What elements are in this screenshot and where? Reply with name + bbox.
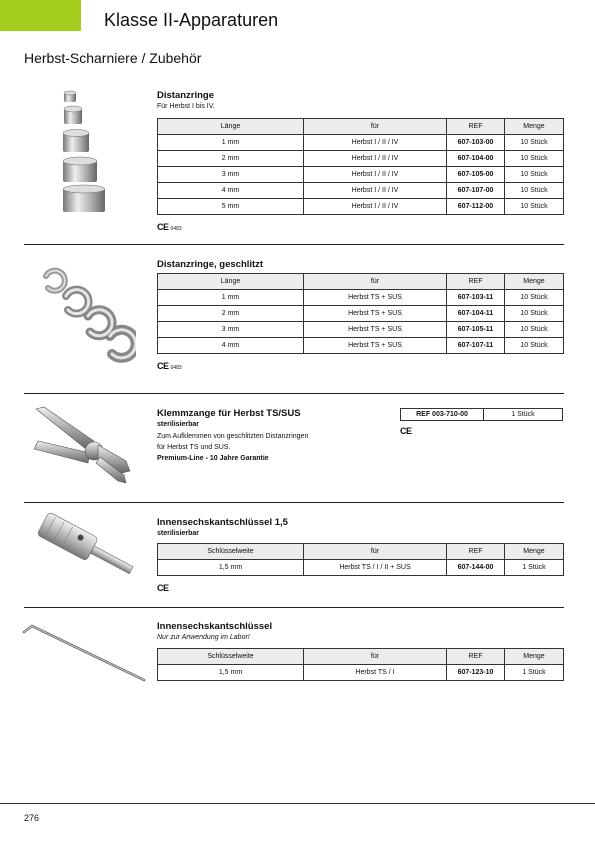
- ref-cell: 607-112-00: [447, 199, 505, 215]
- cell: Herbst TS + SUS: [304, 306, 447, 322]
- product-subtitle: Nur zur Anwendung im Labor!: [157, 634, 250, 641]
- table-row: [158, 151, 564, 167]
- spec-table: [157, 273, 564, 354]
- col-header: für: [304, 649, 447, 665]
- hex-key-image: [20, 618, 148, 684]
- ce-mark: CE 0483: [157, 222, 182, 232]
- cell: 10 Stück: [505, 322, 564, 338]
- col-header: REF: [447, 119, 505, 135]
- cell: Herbst I / II / IV: [304, 167, 447, 183]
- cell: Herbst I / II / IV: [304, 183, 447, 199]
- cell: 10 Stück: [505, 135, 564, 151]
- ce-number: 0483: [170, 226, 182, 232]
- table-row: [158, 167, 564, 183]
- cell: Herbst TS + SUS: [304, 322, 447, 338]
- cell: 2 mm: [158, 151, 304, 167]
- cell: 1 Stück: [505, 560, 564, 576]
- cell: 10 Stück: [505, 183, 564, 199]
- description-line: für Herbst TS und SUS.: [157, 444, 231, 451]
- page-number: 276: [24, 813, 40, 823]
- ref-cell: 607-107-11: [447, 338, 505, 354]
- cell: 1 mm: [158, 135, 304, 151]
- section-divider: [24, 393, 564, 394]
- col-header: Schlüsselweite: [158, 544, 304, 560]
- section-divider: [24, 607, 564, 608]
- cell: 10 Stück: [505, 306, 564, 322]
- ce-mark: CE: [400, 426, 412, 436]
- chapter-tab: [0, 0, 81, 31]
- ref-cell: 607-123-10: [447, 665, 505, 681]
- col-header: Menge: [505, 119, 564, 135]
- ref-cell: 607-107-00: [447, 183, 505, 199]
- ref-cell: 607-103-00: [447, 135, 505, 151]
- ref-cell: 607-104-00: [447, 151, 505, 167]
- cell: 1 Stück: [505, 665, 564, 681]
- product-title: Klemmzange für Herbst TS/SUS: [157, 408, 301, 419]
- ref-table: [400, 408, 563, 421]
- cell: Herbst TS / I / II + SUS: [304, 560, 447, 576]
- product-title: Distanzringe, geschlitzt: [157, 259, 264, 270]
- table-row: [158, 560, 564, 576]
- ce-number: 0483: [170, 365, 182, 371]
- hex-screwdriver-image: [36, 512, 144, 586]
- page-title: Klasse II-Apparaturen: [104, 10, 279, 30]
- col-header: für: [304, 119, 447, 135]
- ref-cell: 607-104-11: [447, 306, 505, 322]
- col-header: Menge: [505, 274, 564, 290]
- section-divider: [24, 502, 564, 503]
- col-header: Länge: [158, 119, 304, 135]
- product-description: [157, 431, 308, 464]
- pliers-image: [34, 405, 138, 487]
- ce-mark: CE: [157, 583, 169, 593]
- cell: 10 Stück: [505, 151, 564, 167]
- product-title: Innensechskantschlüssel: [157, 621, 273, 632]
- cell: 3 mm: [158, 167, 304, 183]
- col-header: REF: [447, 649, 505, 665]
- table-row: [158, 306, 564, 322]
- ref-cell: 607-103-11: [447, 290, 505, 306]
- cell: Herbst TS / I: [304, 665, 447, 681]
- col-header: für: [304, 274, 447, 290]
- product-subtitle: sterilisierbar: [157, 421, 200, 428]
- cell: Herbst I / II / IV: [304, 151, 447, 167]
- section-divider: [24, 244, 564, 245]
- cell: 10 Stück: [505, 167, 564, 183]
- cell: 5 mm: [158, 199, 304, 215]
- product-subtitle: sterilisierbar: [157, 530, 200, 537]
- cell: Herbst I / II / IV: [304, 135, 447, 151]
- ce-mark: CE 0483: [157, 361, 182, 371]
- product-subtitle: Für Herbst I bis IV.: [157, 103, 215, 110]
- cell: 1,5 mm: [158, 560, 304, 576]
- slotted-rings-image: [36, 266, 136, 372]
- ref-cell: REF 003-710-00: [401, 409, 484, 421]
- cell: 4 mm: [158, 338, 304, 354]
- table-row: [401, 409, 563, 421]
- cell: Herbst TS + SUS: [304, 338, 447, 354]
- spacer-rings-image: [58, 88, 110, 216]
- spec-table: [157, 543, 564, 576]
- product-title: Innensechskantschlüssel 1,5: [157, 517, 288, 528]
- col-header: Menge: [505, 544, 564, 560]
- col-header: Schlüsselweite: [158, 649, 304, 665]
- cell: 2 mm: [158, 306, 304, 322]
- ref-cell: 607-144-00: [447, 560, 505, 576]
- cell: 1 mm: [158, 290, 304, 306]
- table-row: [158, 290, 564, 306]
- cell: Herbst I / II / IV: [304, 199, 447, 215]
- guarantee-note: Premium-Line - 10 Jahre Garantie: [157, 455, 269, 462]
- table-row: [158, 665, 564, 681]
- product-title: Distanzringe: [157, 90, 215, 101]
- table-row: [158, 322, 564, 338]
- cell: 1 Stück: [484, 409, 563, 421]
- cell: 3 mm: [158, 322, 304, 338]
- ref-cell: 607-105-00: [447, 167, 505, 183]
- col-header: für: [304, 544, 447, 560]
- cell: 4 mm: [158, 183, 304, 199]
- col-header: REF: [447, 274, 505, 290]
- spec-table: [157, 118, 564, 215]
- table-row: [158, 199, 564, 215]
- footer-divider: [0, 803, 595, 804]
- description-line: Zum Aufklemmen von geschlitzten Distanzringen: [157, 433, 309, 440]
- section-subtitle: Herbst-Scharniere / Zubehör: [24, 50, 202, 66]
- cell: 1,5 mm: [158, 665, 304, 681]
- ref-cell: 607-105-11: [447, 322, 505, 338]
- cell: 10 Stück: [505, 290, 564, 306]
- col-header: Menge: [505, 649, 564, 665]
- cell: 10 Stück: [505, 338, 564, 354]
- table-row: [158, 183, 564, 199]
- cell: 10 Stück: [505, 199, 564, 215]
- table-row: [158, 338, 564, 354]
- cell: Herbst TS + SUS: [304, 290, 447, 306]
- table-row: [158, 135, 564, 151]
- spec-table: [157, 648, 564, 681]
- col-header: Länge: [158, 274, 304, 290]
- col-header: REF: [447, 544, 505, 560]
